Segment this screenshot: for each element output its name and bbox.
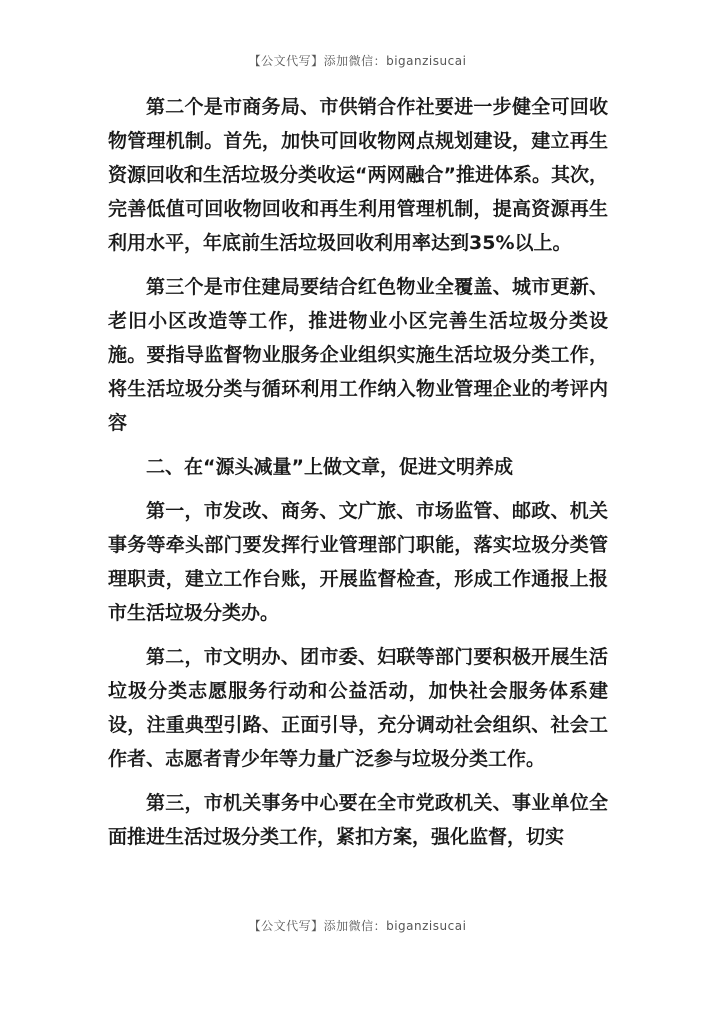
footer-watermark: 【公文代写】添加微信：biganzisucai	[248, 919, 467, 933]
paragraph-commerce-bureau: 第二个是市商务局、市供销合作社要进一步健全可回收物管理机制。首先，加快可回收物网点规划建设，建立再生资源回收和生活垃圾分类收运“两网融合”推进体系。其次，完善低值可回收物回收和再生利用管理机制，提高资源再生利用水平，年底前生活垃圾回收利用率达到35%以上。	[108, 96, 608, 254]
paragraph-third: 第三，市机关事务中心要在全市党政机关、事业单位全面推进生活过圾分类工作，紧扣方案，强化监督，切实	[108, 792, 608, 848]
header-watermark: 【公文代写】添加微信：biganzisucai	[248, 54, 467, 68]
document-body	[108, 90, 608, 864]
section-heading-source-reduction: 二、在“源头减量”上做文章，促进文明养成	[146, 456, 513, 478]
paragraph-second: 第二，市文明办、团市委、妇联等部门要积极开展生活垃圾分类志愿服务行动和公益活动，加快社会服务体系建设，注重典型引路、正面引导，充分调动社会组织、社会工作者、志愿者青少年等力量广泛参与垃圾分类工作。	[108, 646, 608, 770]
paragraph-first: 第一，市发改、商务、文广旅、市场监管、邮政、机关事务等牵头部门要发挥行业管理部门职能，落实垃圾分类管理职责，建立工作台账，开展监督检查，形成工作通报上报市生活垃圾分类办。	[108, 500, 608, 624]
paragraph-housing-bureau: 第三个是市住建局要结合红色物业全覆盖、城市更新、老旧小区改造等工作，推进物业小区完善生活垃圾分类设施。要指导监督物业服务企业组织实施生活垃圾分类工作，将生活垃圾分类与循环利用工作纳入物业管理企业的考评内容	[108, 276, 608, 434]
